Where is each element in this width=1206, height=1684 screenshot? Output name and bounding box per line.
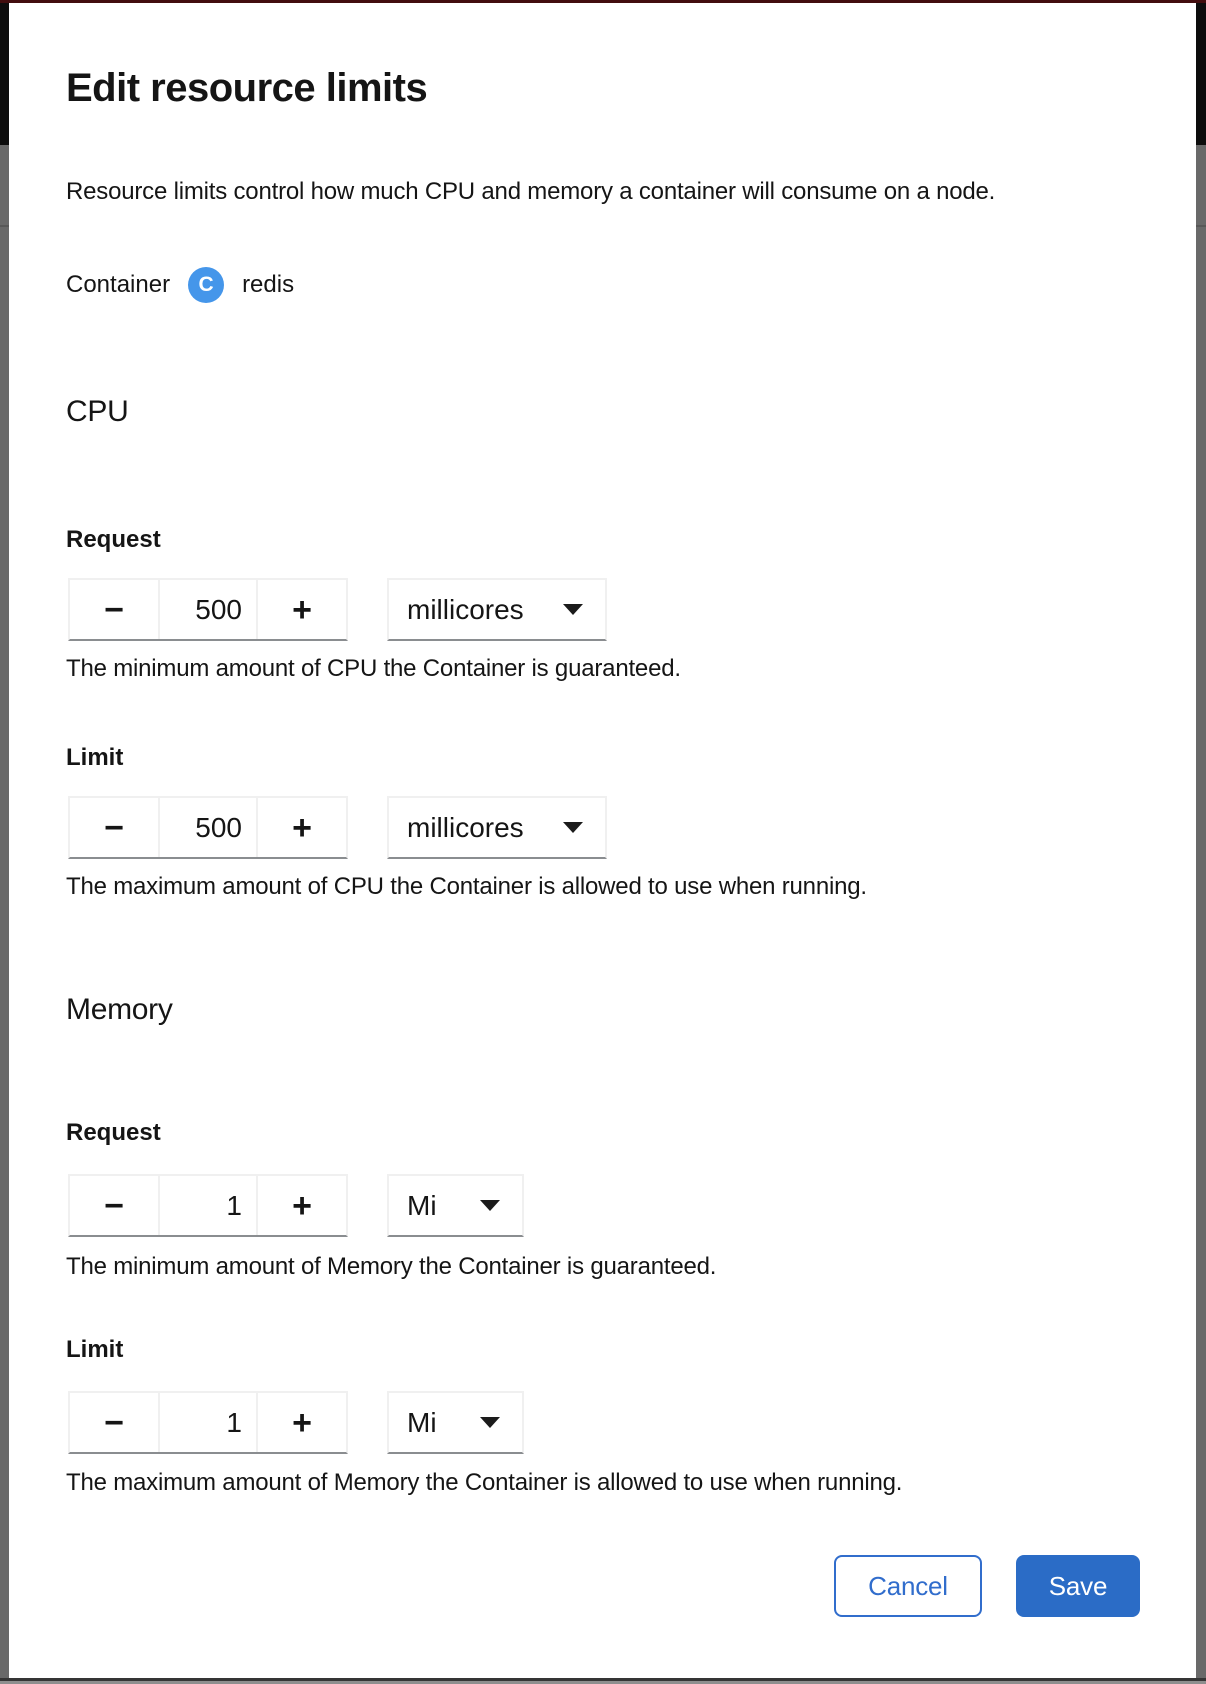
cpu-limit-helper-text: The maximum amount of CPU the Container is allowed to use when running. <box>66 873 867 900</box>
background-top-edge <box>0 0 1206 3</box>
memory-request-value-input[interactable] <box>158 1176 258 1235</box>
cpu-limit-plus-button[interactable] <box>258 798 346 857</box>
plus-icon: + <box>292 808 312 847</box>
cpu-request-plus-button[interactable] <box>258 580 346 639</box>
minus-icon: − <box>104 1403 124 1442</box>
memory-limit-unit-select[interactable] <box>387 1391 524 1454</box>
memory-request-plus-button[interactable] <box>258 1176 346 1235</box>
background-left-strip <box>0 3 9 1678</box>
memory-request-unit-value: Mi <box>407 1189 437 1221</box>
plus-icon: + <box>292 1403 312 1442</box>
edit-resource-limits-modal <box>9 3 1196 1678</box>
caret-down-icon <box>480 1200 500 1211</box>
container-row <box>66 265 294 305</box>
background-left-divider <box>0 225 9 227</box>
background-right-dark <box>1196 3 1206 145</box>
plus-icon: + <box>292 1186 312 1225</box>
modal-title: Edit resource limits <box>66 66 428 110</box>
memory-request-unit-select[interactable] <box>387 1174 524 1237</box>
memory-limit-minus-button[interactable] <box>70 1393 158 1452</box>
memory-limit-value-input[interactable] <box>158 1393 258 1452</box>
cpu-limit-value-input[interactable] <box>158 798 258 857</box>
caret-down-icon <box>480 1417 500 1428</box>
minus-icon: − <box>104 808 124 847</box>
minus-icon: − <box>104 1186 124 1225</box>
plus-icon: + <box>292 590 312 629</box>
cpu-limit-unit-select[interactable] <box>387 796 607 859</box>
modal-description: Resource limits control how much CPU and memory a container will consume on a node. <box>66 178 996 205</box>
cpu-limit-spinner <box>68 796 348 859</box>
caret-down-icon <box>563 822 583 833</box>
background-right-divider <box>1196 225 1206 227</box>
save-button[interactable]: Save <box>1016 1555 1140 1617</box>
minus-icon: − <box>104 590 124 629</box>
caret-down-icon <box>563 604 583 615</box>
cpu-request-helper-text: The minimum amount of CPU the Container is guaranteed. <box>66 655 681 682</box>
memory-request-minus-button[interactable] <box>70 1176 158 1235</box>
container-name: redis <box>242 271 295 298</box>
cpu-limit-label: Limit <box>66 744 124 771</box>
cancel-button[interactable]: Cancel <box>834 1555 982 1617</box>
cpu-request-spinner <box>68 578 348 641</box>
memory-limit-unit-value: Mi <box>407 1406 437 1438</box>
memory-request-spinner <box>68 1174 348 1237</box>
memory-request-label: Request <box>66 1119 161 1146</box>
cpu-request-unit-value: millicores <box>407 593 524 625</box>
memory-request-helper-text: The minimum amount of Memory the Container is guaranteed. <box>66 1253 717 1280</box>
container-label: Container <box>66 271 171 298</box>
memory-limit-spinner <box>68 1391 348 1454</box>
background-right-strip <box>1196 3 1206 1678</box>
modal-footer <box>9 1555 1140 1617</box>
container-badge-icon: C <box>188 267 224 303</box>
memory-limit-label: Limit <box>66 1336 124 1363</box>
cpu-request-minus-button[interactable] <box>70 580 158 639</box>
background-left-dark <box>0 3 9 145</box>
cpu-request-value-input[interactable] <box>158 580 258 639</box>
cpu-request-label: Request <box>66 526 161 553</box>
memory-limit-plus-button[interactable] <box>258 1393 346 1452</box>
cpu-request-unit-select[interactable] <box>387 578 607 641</box>
cpu-section-heading: CPU <box>66 395 129 428</box>
cpu-limit-minus-button[interactable] <box>70 798 158 857</box>
cpu-limit-unit-value: millicores <box>407 811 524 843</box>
memory-limit-helper-text: The maximum amount of Memory the Container is allowed to use when running. <box>66 1469 903 1496</box>
memory-section-heading: Memory <box>66 993 173 1026</box>
